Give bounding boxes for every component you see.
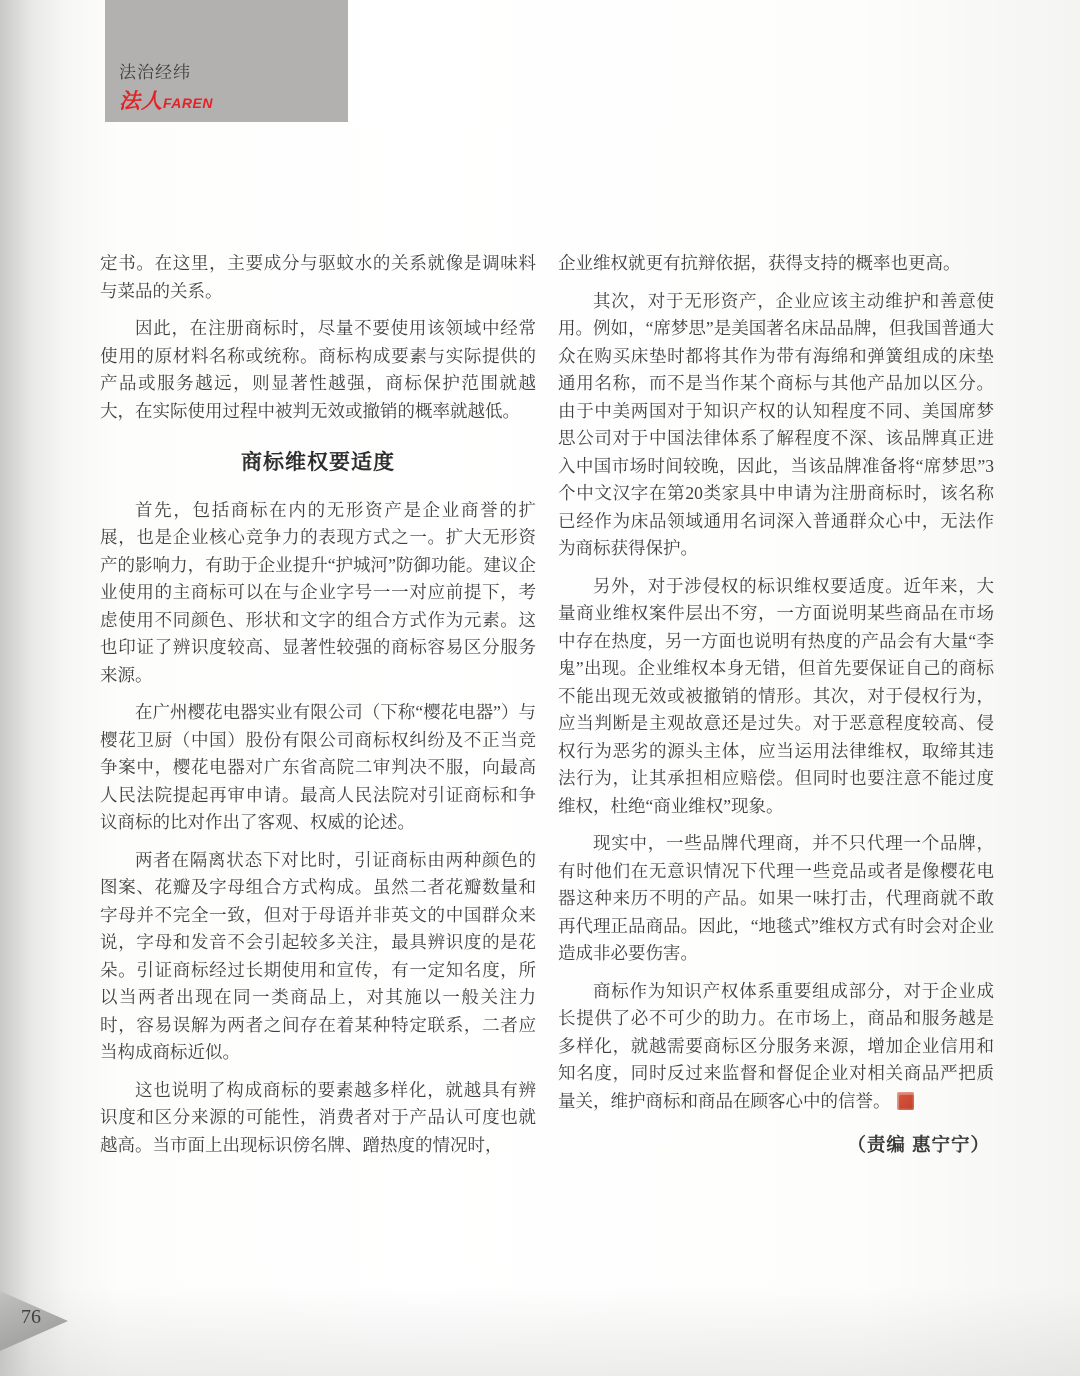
body-paragraph: 因此，在注册商标时，尽量不要使用该领域中经常使用的原材料名称或统称。商标构成要素与实际提供的产品或服务越远，则显著性越强，商标保护范围就越大，在实际使用过程中被判无效或撤销的概率就越低。: [100, 318, 536, 421]
section-header-box: [105, 0, 348, 122]
body-paragraph: 两者在隔离状态下对比时，引证商标由两种颜色的图案、花瓣及字母组合方式构成。虽然二者花瓣数量和字母并不完全一致，但对于母语并非英文的中国群众来说，字母和发音不会引起较多关注，最具辨识度的是花朵。引证商标经过长期使用和宣传，有一定知名度，所以当两者出现在同一类商品上，对其施以一般关注力时，容易误解为两者之间存在着某种特定联系，二者应当构成商标近似。: [100, 849, 536, 1062]
page-number: 76: [21, 1306, 41, 1328]
body-paragraph: 其次，对于无形资产，企业应该主动维护和善意使用。例如，“席梦思”是美国著名床品品牌，但我国普通大众在购买床垫时都将其作为带有海绵和弹簧组成的床垫通用名称，而不是当作某个商标与其他产品加以区分。由于中美两国对于知识产权的认知程度不同、美国席梦思公司对于中国法律体系了解程度不深、该品牌真正进入中国市场时间较晚，因此，当该品牌准备将“席梦思”3个中文汉字在第20类家具中申请为注册商标时，该名称已经作为床品领域通用名词深入普通群众心中，无法作为商标获得保护。: [558, 290, 994, 558]
logo-cn-text: 法人: [119, 90, 163, 113]
page-number-tab: [0, 1291, 68, 1351]
body-paragraph: 企业维权就更有抗辩依据，获得支持的概率也更高。: [558, 253, 961, 273]
editor-credit: （责编 惠宁宁）: [847, 1134, 990, 1155]
body-paragraph: 另外，对于涉侵权的标识维权要适度。近年来，大量商业维权案件层出不穷，一方面说明某些商品在市场中存在热度，另一方面也说明有热度的产品会有大量“李鬼”出现。企业维权本身无错，但首先要保证自己的商标不能出现无效或被撤销的情形。其次，对于侵权行为，应当判断是主观故意还是过失。对于恶意程度较高、侵权行为恶劣的源头主体，应当运用法律维权，取缔其违法行为，让其承担相应赔偿。但同时也要注意不能过度维权，杜绝“商业维权”现象。: [558, 575, 994, 816]
section-label: 法治经纬: [119, 63, 191, 82]
faren-logo: [119, 91, 348, 112]
body-paragraph: 首先，包括商标在内的无形资产是企业商誉的扩展，也是企业核心竞争力的表现方式之一。扩大无形资产的影响力，有助于企业提升“护城河”防御功能。建议企业使用的主商标可以在与企业字号一一对应前提下，考虑使用不同颜色、形状和文字的组合方式作为元素。这也印证了辨识度较高、显著性较强的商标容易区分服务来源。: [100, 499, 536, 685]
body-paragraph: 在广州樱花电器实业有限公司（下称“樱花电器”）与樱花卫厨（中国）股份有限公司商标权纠纷及不正当竞争案中，樱花电器对广东省高院二审判决不服，向最高人民法院提起再审申请。最高人民法院对引证商标和争议商标的比对作出了客观、权威的论述。: [100, 702, 536, 832]
logo-en-text: FAREN: [163, 95, 213, 111]
body-paragraph: [558, 978, 994, 1116]
left-column: [100, 250, 536, 1169]
body-paragraph: 这也说明了构成商标的要素越多样化，就越具有辨识度和区分来源的可能性，消费者对于产品认可度也就越高。当市面上出现标识傍名牌、蹭热度的情况时，: [100, 1079, 536, 1155]
body-paragraph: 现实中，一些品牌代理商，并不只代理一个品牌，有时他们在无意识情况下代理一些竞品或者是像樱花电器这种来历不明的产品。如果一味打击，代理商就不敢再代理正品商品。因此，“地毯式”维权方式有时会对企业造成非必要伤害。: [558, 833, 994, 963]
article-subheading: 商标维权要适度: [241, 451, 395, 474]
body-paragraph: 定书。在这里，主要成分与驱蚊水的关系就像是调味料与菜品的关系。: [100, 253, 536, 301]
end-seal-stamp-icon: [897, 1092, 914, 1110]
right-column: [558, 250, 994, 1159]
paragraph-text: 商标作为知识产权体系重要组成部分，对于企业成长提供了必不可少的助力。在市场上，商品和服务越是多样化，就越需要商标区分服务来源，增加企业信用和知名度，同时反过来监督和督促企业对相关商品严把质量关，维护商标和商品在顾客心中的信誉。: [558, 980, 994, 1111]
